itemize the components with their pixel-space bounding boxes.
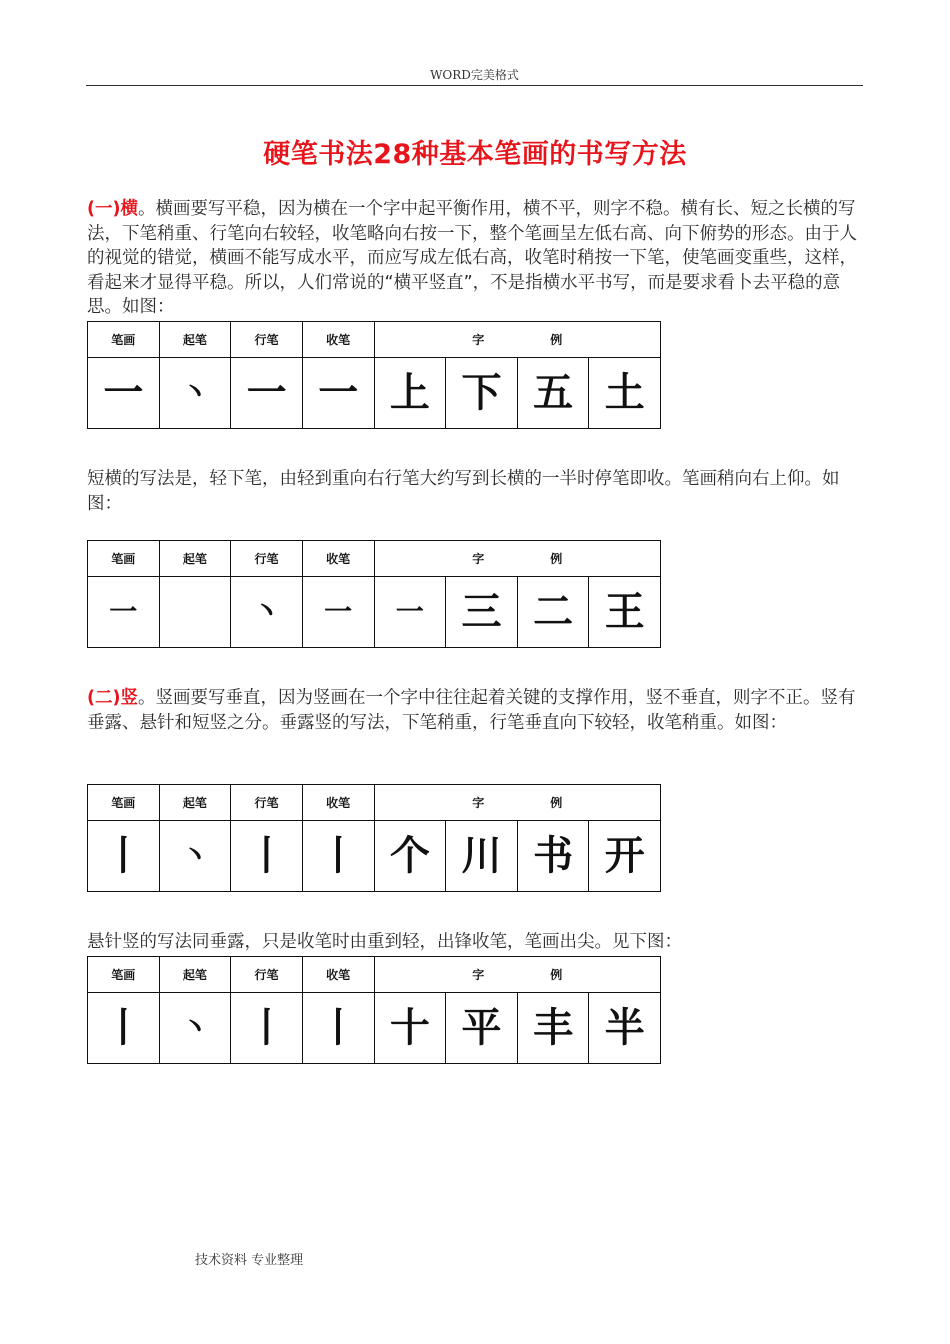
cell-end: 丨 xyxy=(302,821,374,892)
col-header-end: 收笔 xyxy=(302,957,374,993)
section-xuanzhen-text: 悬针竖的写法同垂露，只是收笔时由重到轻，出锋收笔，笔画出尖。见下图： xyxy=(87,932,682,952)
col-header-end: 收笔 xyxy=(302,785,374,821)
cell-example: 三 xyxy=(446,577,518,648)
cell-example: 个 xyxy=(374,821,446,892)
cell-end: 一 xyxy=(302,358,374,429)
cell-move: 丶 xyxy=(231,577,303,648)
cell-move: 丨 xyxy=(231,993,303,1064)
cell-example: 书 xyxy=(517,821,589,892)
col-header-stroke: 笔画 xyxy=(88,541,160,577)
col-header-move: 行笔 xyxy=(231,322,303,358)
cell-start: 丶 xyxy=(159,821,231,892)
cell-example: 一 xyxy=(374,577,446,648)
cell-stroke: 一 xyxy=(88,577,160,648)
section-shu-paragraph xyxy=(87,686,865,735)
cell-example: 二 xyxy=(517,577,589,648)
footer-text: 技术资料 专业整理 xyxy=(195,1253,304,1268)
page-footer xyxy=(195,1249,303,1268)
cell-start: 丶 xyxy=(159,993,231,1064)
cell-end: 一 xyxy=(302,577,374,648)
cell-example: 平 xyxy=(446,993,518,1064)
cell-move: 丨 xyxy=(231,821,303,892)
section-heng-lead: (一)横 xyxy=(87,199,138,219)
stroke-table-xuanzhen xyxy=(87,956,661,1064)
col-header-move: 行笔 xyxy=(231,541,303,577)
section-heng-text: 。横画要写平稳，因为横在一个字中起平衡作用，横不平，则字不稳。横有长、短之长横的写法，下笔稍重、行笔向右较轻，收笔略向右按一下，整个笔画呈左低右高、向下俯势的形态。由于人的视觉的错觉，横画不能写成水平，而应写成左低右高，收笔时稍按一下笔，使笔画变重些，这样，看起来才显得平稳。所以，人们常说的“横平竖直”，不是指横水平书写，而是要求看卜去平稳的意思。如图： xyxy=(87,199,857,317)
col-header-start: 起笔 xyxy=(159,957,231,993)
col-header-move: 行笔 xyxy=(231,957,303,993)
cell-example: 半 xyxy=(589,993,661,1064)
cell-example: 川 xyxy=(446,821,518,892)
cell-end: 丨 xyxy=(302,993,374,1064)
section-shu-text: 。竖画要写垂直，因为竖画在一个字中往往起着关键的支撑作用，竖不垂直，则字不正。竖有垂露、悬针和短竖之分。垂露竖的写法，下笔稍重，行笔垂直向下较轻，收笔稍重。如图： xyxy=(87,688,856,733)
col-header-stroke: 笔画 xyxy=(88,957,160,993)
document-title: 硬笔书法28种基本笔画的书写方法 xyxy=(263,139,687,170)
stroke-table-short-heng xyxy=(87,540,661,648)
cell-example: 上 xyxy=(374,358,446,429)
col-header-start: 起笔 xyxy=(159,541,231,577)
cell-example: 王 xyxy=(589,577,661,648)
cell-example: 开 xyxy=(589,821,661,892)
col-header-examples: 字 例 xyxy=(374,541,661,577)
col-header-examples: 字 例 xyxy=(374,322,661,358)
cell-start: 丶 xyxy=(159,358,231,429)
col-header-start: 起笔 xyxy=(159,785,231,821)
col-header-end: 收笔 xyxy=(302,541,374,577)
cell-example: 五 xyxy=(517,358,589,429)
stroke-table-heng xyxy=(87,321,661,429)
cell-stroke: 丨 xyxy=(88,821,160,892)
cell-stroke: 一 xyxy=(88,358,160,429)
cell-example: 丰 xyxy=(517,993,589,1064)
stroke-table-shu xyxy=(87,784,661,892)
cell-move: 一 xyxy=(231,358,303,429)
cell-example: 下 xyxy=(446,358,518,429)
col-header-start: 起笔 xyxy=(159,322,231,358)
cell-stroke: 丨 xyxy=(88,993,160,1064)
section-short-heng-text: 短横的写法是，轻下笔，由轻到重向右行笔大约写到长横的一半时停笔即收。笔画稍向右上仰。如图： xyxy=(87,469,840,514)
section-shu-lead: (二)竖 xyxy=(87,688,138,708)
section-short-heng-paragraph xyxy=(87,467,865,516)
cell-example: 十 xyxy=(374,993,446,1064)
col-header-end: 收笔 xyxy=(302,322,374,358)
col-header-stroke: 笔画 xyxy=(88,785,160,821)
col-header-move: 行笔 xyxy=(231,785,303,821)
col-header-examples: 字 例 xyxy=(374,957,661,993)
section-heng-paragraph xyxy=(87,197,865,320)
col-header-examples: 字 例 xyxy=(374,785,661,821)
page-header xyxy=(86,66,863,86)
cell-start xyxy=(159,577,231,648)
cell-example: 土 xyxy=(589,358,661,429)
section-xuanzhen-paragraph xyxy=(87,930,865,955)
header-text: WORD完美格式 xyxy=(430,68,519,82)
col-header-stroke: 笔画 xyxy=(88,322,160,358)
